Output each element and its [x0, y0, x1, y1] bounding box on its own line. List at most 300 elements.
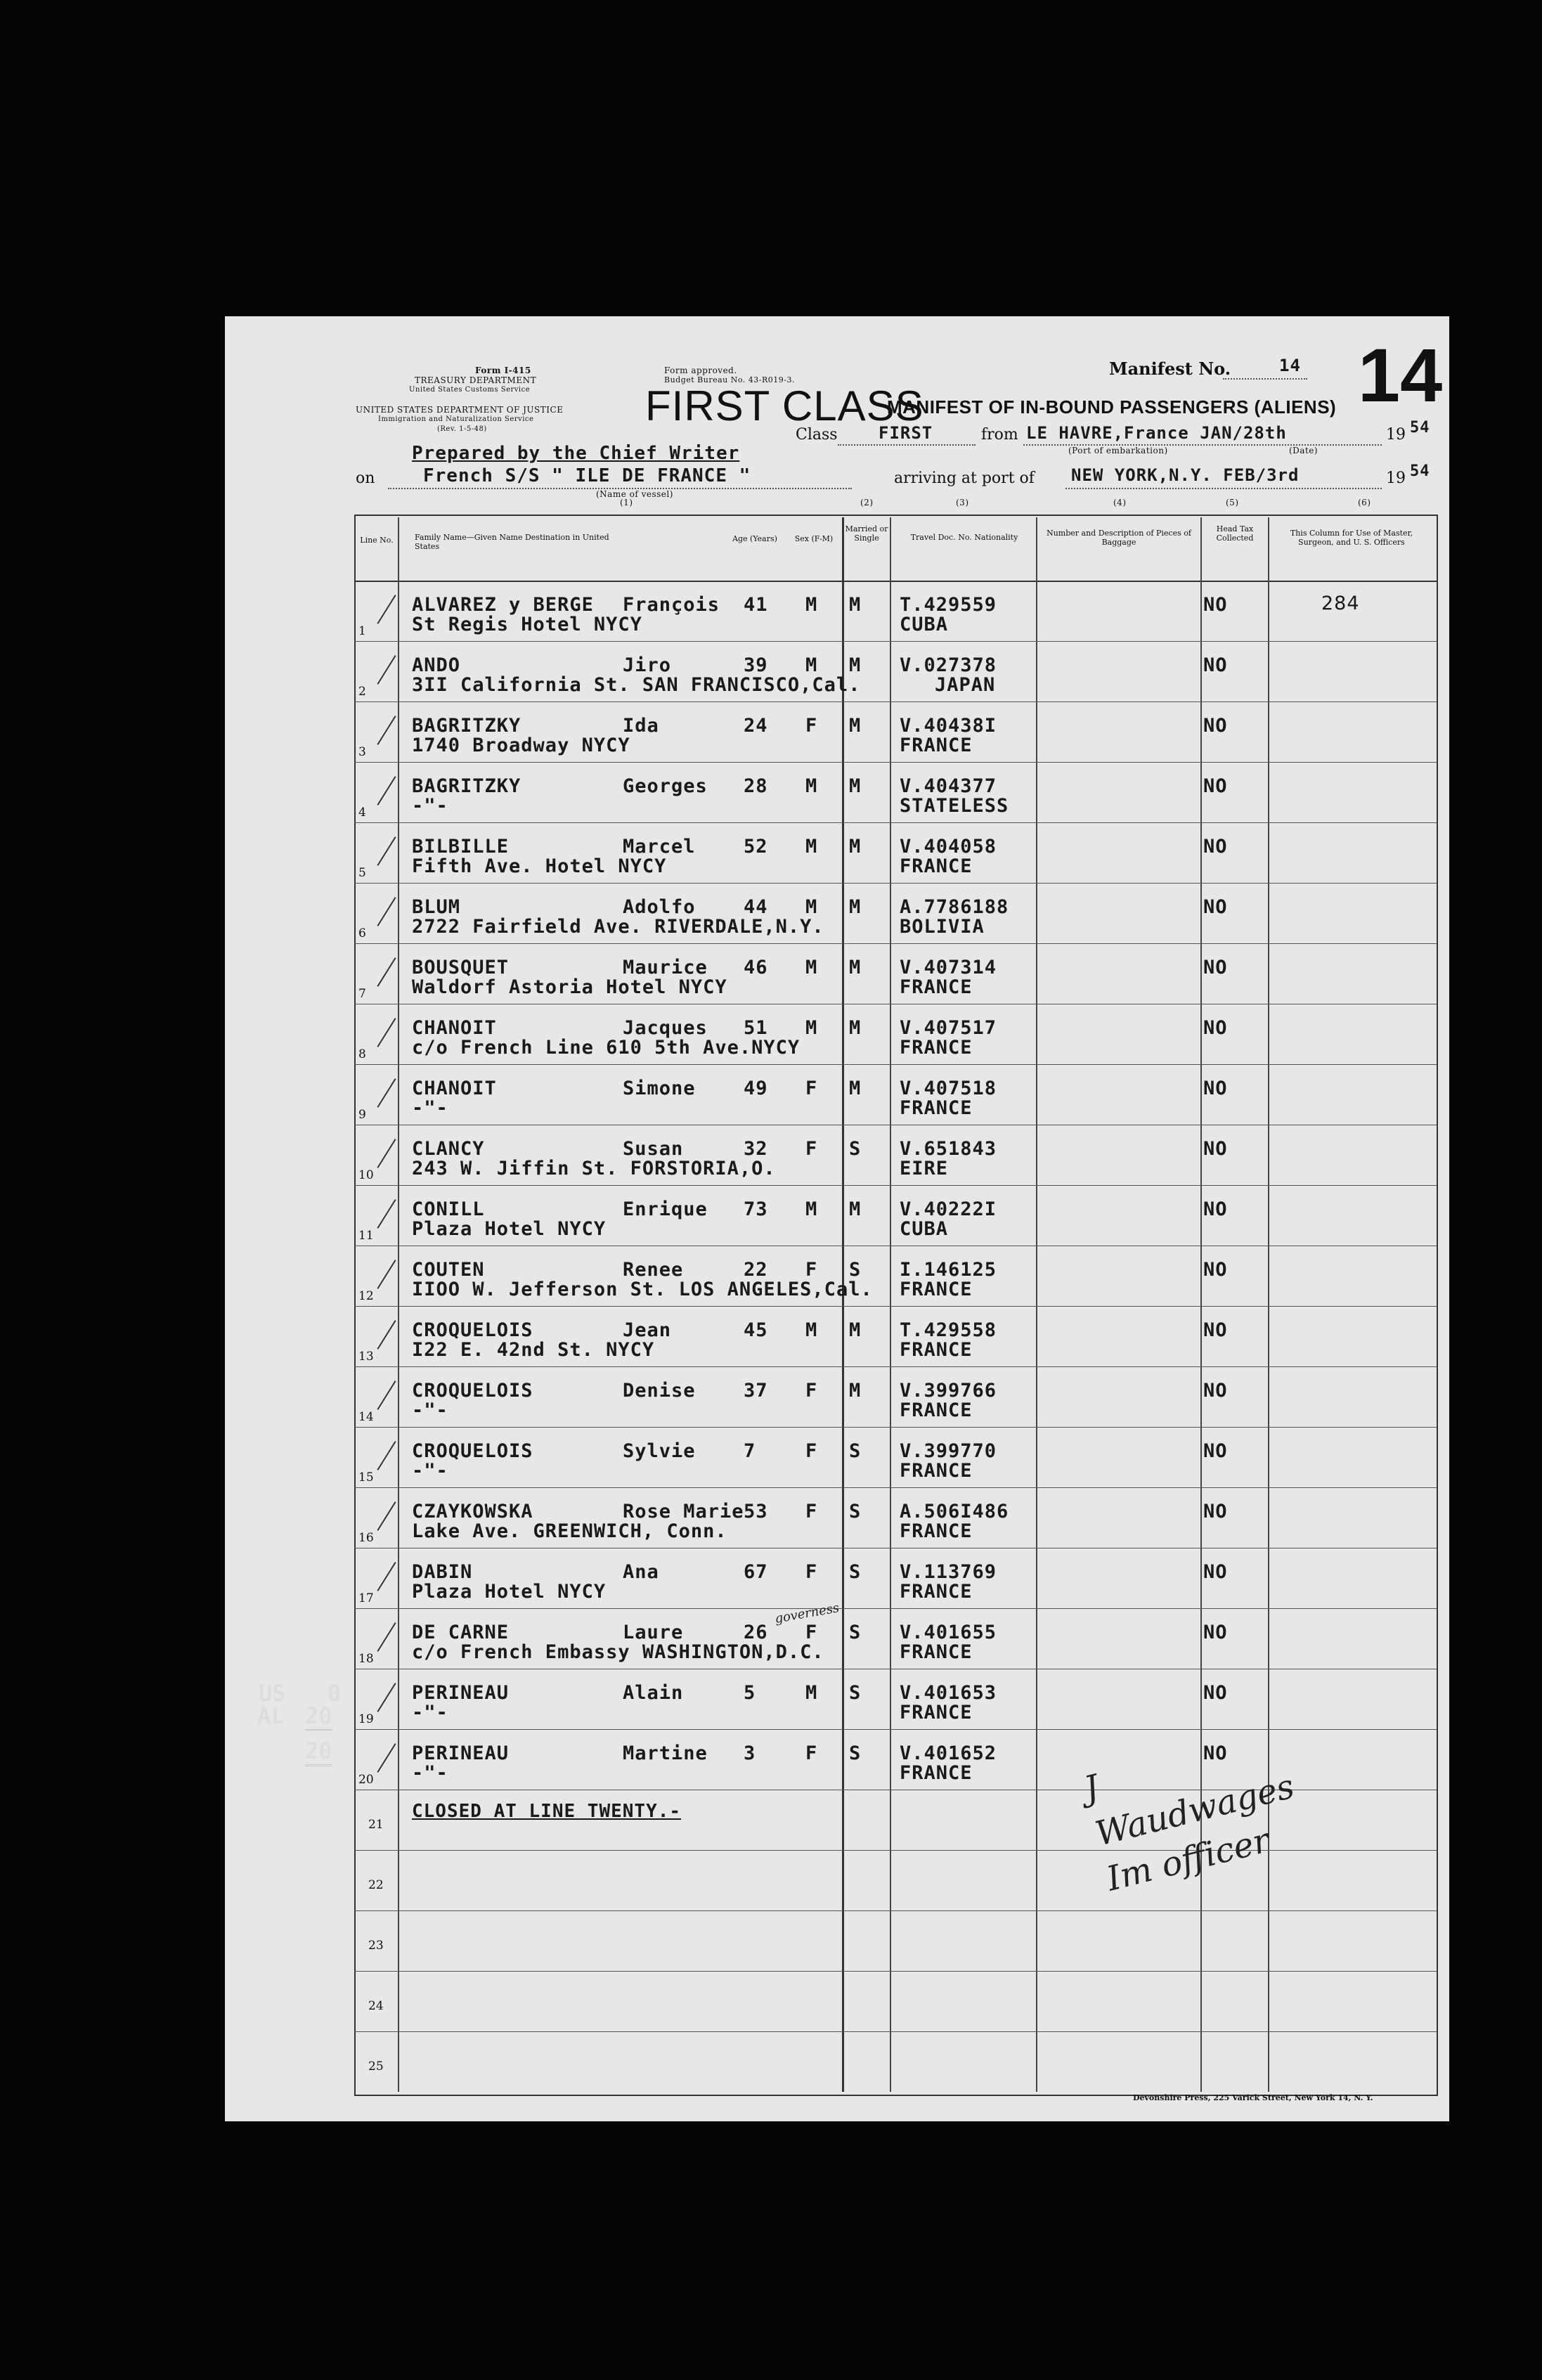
- nationality: FRANCE: [900, 1097, 973, 1119]
- sex-cell: M: [805, 1017, 818, 1039]
- line-number: 19: [358, 1712, 374, 1726]
- budget-bureau: Budget Bureau No. 43-R019-3.: [664, 375, 796, 384]
- age-cell: 51: [744, 1017, 768, 1039]
- sex-cell: M: [805, 957, 818, 978]
- travel-doc-number: A.506I486: [900, 1501, 1009, 1522]
- nationality: FRANCE: [900, 735, 973, 756]
- given-name: Susan: [623, 1138, 684, 1160]
- given-name: Jacques: [623, 1017, 708, 1039]
- head-tax: NO: [1203, 896, 1228, 918]
- table-row: [225, 1004, 1449, 1064]
- line-number: 5: [358, 866, 366, 880]
- sex-cell: F: [805, 1380, 818, 1402]
- travel-doc-number: V.404058: [900, 836, 997, 858]
- age-cell: 3: [744, 1742, 756, 1764]
- nationality: STATELESS: [900, 795, 1009, 817]
- head-tax: NO: [1203, 1501, 1228, 1522]
- nationality: FRANCE: [900, 1339, 973, 1361]
- given-name: Ana: [623, 1561, 659, 1583]
- table-row: [225, 641, 1449, 701]
- check-mark: [377, 595, 396, 624]
- nationality: FRANCE: [900, 1399, 973, 1421]
- given-name: Enrique: [623, 1198, 708, 1220]
- nationality: FRANCE: [900, 1702, 973, 1723]
- family-name: CLANCY: [412, 1138, 485, 1160]
- table-row: [225, 701, 1449, 762]
- header-married: Married or Single: [845, 524, 888, 543]
- family-name: ALVAREZ y BERGE: [412, 594, 594, 616]
- travel-doc-number: V.113769: [900, 1561, 997, 1583]
- marital-status: M: [849, 594, 862, 616]
- check-mark: [377, 1139, 396, 1168]
- manifest-no-label: Manifest No.: [1109, 358, 1231, 379]
- travel-doc-number: V.401655: [900, 1622, 997, 1643]
- check-mark: [377, 836, 396, 866]
- marital-status: M: [849, 1380, 862, 1402]
- check-mark: [377, 1622, 396, 1652]
- line-number: 22: [368, 1878, 384, 1892]
- form-number: Form I-415: [475, 366, 531, 375]
- col-num-3: (3): [956, 498, 969, 507]
- marital-status: S: [849, 1440, 862, 1462]
- marital-status: M: [849, 836, 862, 858]
- tally-al-value: 20: [305, 1702, 332, 1729]
- nationality: FRANCE: [900, 1279, 973, 1300]
- nationality: FRANCE: [900, 1581, 973, 1603]
- travel-doc-number: V.401653: [900, 1682, 997, 1704]
- ins-service: Immigration and Naturalization Service: [378, 415, 534, 423]
- given-name: Simone: [623, 1078, 696, 1099]
- family-name: CROQUELOIS: [412, 1440, 533, 1462]
- sex-cell: F: [805, 1440, 818, 1462]
- head-tax: NO: [1203, 775, 1228, 797]
- given-name: Adolfo: [623, 896, 696, 918]
- travel-doc-number: V.027378: [900, 654, 997, 676]
- age-cell: 39: [744, 654, 768, 676]
- family-name: PERINEAU: [412, 1682, 510, 1704]
- sex-cell: F: [805, 1561, 818, 1583]
- destination: Lake Ave. GREENWICH, Conn.: [412, 1520, 727, 1542]
- line-number: 9: [358, 1108, 366, 1122]
- check-mark: [377, 1018, 396, 1047]
- header-officers: This Column for Use of Master, Surgeon, and U. S. Officers: [1290, 529, 1413, 547]
- destination: -"-: [412, 1762, 448, 1784]
- age-cell: 53: [744, 1501, 768, 1522]
- class-value: FIRST: [879, 423, 933, 443]
- arriving-value: NEW YORK,N.Y. FEB/3rd: [1071, 465, 1300, 485]
- tally-us-value: 0: [328, 1680, 342, 1707]
- family-name: BAGRITZKY: [412, 775, 521, 797]
- check-mark: [377, 1320, 396, 1350]
- tally-us-label: US: [259, 1680, 286, 1707]
- year-value-2: 54: [1410, 463, 1430, 480]
- table-row: [225, 1669, 1449, 1729]
- check-mark: [377, 1380, 396, 1410]
- on-label: on: [356, 470, 375, 487]
- travel-doc-number: I.146125: [900, 1259, 997, 1281]
- sex-cell: F: [805, 1622, 818, 1643]
- travel-doc-number: V.407314: [900, 957, 997, 978]
- family-name: ANDO: [412, 654, 461, 676]
- head-tax: NO: [1203, 1561, 1228, 1583]
- check-mark: [377, 655, 396, 685]
- destination: -"-: [412, 1460, 448, 1482]
- table-row: [225, 1125, 1449, 1185]
- marital-status: M: [849, 896, 862, 918]
- table-row: [225, 822, 1449, 883]
- destination: -"-: [412, 1399, 448, 1421]
- age-cell: 45: [744, 1319, 768, 1341]
- destination: I22 E. 42nd St. NYCY: [412, 1339, 655, 1361]
- travel-doc-number: V.651843: [900, 1138, 997, 1160]
- treasury-dept: TREASURY DEPARTMENT: [415, 375, 537, 385]
- given-name: Denise: [623, 1380, 696, 1402]
- family-name: COUTEN: [412, 1259, 485, 1281]
- col-num-4: (4): [1113, 498, 1127, 507]
- given-name: Martine: [623, 1742, 708, 1764]
- check-mark: [377, 776, 396, 806]
- destination: St Regis Hotel NYCY: [412, 614, 642, 635]
- sex-cell: F: [805, 715, 818, 737]
- line-number: 18: [358, 1652, 374, 1666]
- line-number: 16: [358, 1531, 374, 1545]
- line-number: 20: [358, 1773, 374, 1787]
- sex-cell: F: [805, 1259, 818, 1281]
- nationality: JAPAN: [935, 674, 996, 696]
- age-cell: 73: [744, 1198, 768, 1220]
- big-manifest-number: 14: [1358, 332, 1443, 418]
- head-tax: NO: [1203, 1078, 1228, 1099]
- tally-total: 20: [305, 1738, 332, 1766]
- line-number: 21: [368, 1818, 384, 1832]
- nationality: FRANCE: [900, 1037, 973, 1059]
- header-travel-doc: Travel Doc. No. Nationality: [910, 533, 1018, 542]
- marital-status: M: [849, 775, 862, 797]
- marital-status: M: [849, 1319, 862, 1341]
- given-name: François: [623, 594, 720, 616]
- vessel-caption: (Name of vessel): [596, 489, 673, 499]
- nationality: FRANCE: [900, 976, 973, 998]
- table-row: [225, 1366, 1449, 1427]
- line-number: 8: [358, 1047, 366, 1061]
- marital-status: S: [849, 1622, 862, 1643]
- first-class-stamp: FIRST CLASS: [645, 382, 924, 429]
- age-cell: 37: [744, 1380, 768, 1402]
- line-number: 2: [358, 685, 366, 699]
- officer-signature: J Waudwages Im officer: [1080, 1766, 1298, 1899]
- check-mark: [377, 1199, 396, 1229]
- destination: Plaza Hotel NYCY: [412, 1581, 607, 1603]
- head-tax: NO: [1203, 715, 1228, 737]
- manifest-no-value: 14: [1279, 356, 1301, 375]
- family-name: BILBILLE: [412, 836, 510, 858]
- line-number: 11: [358, 1229, 374, 1243]
- sex-cell: M: [805, 1682, 818, 1704]
- marital-status: M: [849, 1198, 862, 1220]
- nationality: FRANCE: [900, 855, 973, 877]
- head-tax: NO: [1203, 1198, 1228, 1220]
- embark-caption: (Port of embarkation): [1068, 446, 1168, 455]
- given-name: Rose Marie: [623, 1501, 744, 1522]
- table-row: [225, 1487, 1449, 1548]
- age-cell: 28: [744, 775, 768, 797]
- sex-cell: M: [805, 1198, 818, 1220]
- nationality: CUBA: [900, 614, 949, 635]
- destination: 3II California St. SAN FRANCISCO,Cal.: [412, 674, 861, 696]
- manifest-title: MANIFEST OF IN-BOUND PASSENGERS (ALIENS): [887, 396, 1337, 418]
- given-name: Marcel: [623, 836, 696, 858]
- year-prefix-1: 19: [1386, 426, 1406, 444]
- header-age: Age (Years): [732, 534, 777, 543]
- header-head-tax: Head Tax Collected: [1216, 524, 1254, 543]
- age-cell: 22: [744, 1259, 768, 1281]
- head-tax: NO: [1203, 1742, 1228, 1764]
- nationality: EIRE: [900, 1158, 949, 1179]
- marital-status: S: [849, 1259, 862, 1281]
- marital-status: M: [849, 654, 862, 676]
- travel-doc-number: V.407518: [900, 1078, 997, 1099]
- family-name: BLUM: [412, 896, 461, 918]
- line-number: 6: [358, 926, 366, 940]
- manifest-page: [225, 316, 1449, 2121]
- given-name: Jiro: [623, 654, 672, 676]
- empty-row: [225, 1971, 1449, 2031]
- family-name: CROQUELOIS: [412, 1380, 533, 1402]
- marital-status: S: [849, 1138, 862, 1160]
- age-cell: 46: [744, 957, 768, 978]
- check-mark: [377, 897, 396, 926]
- from-label: from: [981, 426, 1018, 444]
- marital-status: S: [849, 1682, 862, 1704]
- class-label: Class: [796, 426, 838, 444]
- destination: 1740 Broadway NYCY: [412, 735, 630, 756]
- family-name: CROQUELOIS: [412, 1319, 533, 1341]
- sex-cell: F: [805, 1501, 818, 1522]
- marital-status: S: [849, 1561, 862, 1583]
- sex-cell: F: [805, 1742, 818, 1764]
- header-line-no: Line No.: [360, 536, 394, 545]
- head-tax: NO: [1203, 836, 1228, 858]
- table-row: [225, 1064, 1449, 1125]
- year-value-1: 54: [1410, 419, 1430, 436]
- age-cell: 49: [744, 1078, 768, 1099]
- check-mark: [377, 957, 396, 987]
- col-num-6: (6): [1358, 498, 1371, 507]
- check-mark: [377, 1501, 396, 1531]
- prepared-by: Prepared by the Chief Writer: [412, 443, 740, 464]
- sex-cell: M: [805, 836, 818, 858]
- empty-row: [225, 1910, 1449, 1971]
- given-name: Sylvie: [623, 1440, 696, 1462]
- table-row: [225, 762, 1449, 822]
- head-tax: NO: [1203, 957, 1228, 978]
- head-tax: NO: [1203, 654, 1228, 676]
- marital-status: S: [849, 1742, 862, 1764]
- check-mark: [377, 1562, 396, 1591]
- destination: Fifth Ave. Hotel NYCY: [412, 855, 667, 877]
- nationality: CUBA: [900, 1218, 949, 1240]
- handwritten-age-note: governess: [773, 1600, 841, 1626]
- check-mark: [377, 1441, 396, 1470]
- table-row: [225, 1185, 1449, 1246]
- given-name: Renee: [623, 1259, 684, 1281]
- check-mark: [377, 1683, 396, 1712]
- age-cell: 5: [744, 1682, 756, 1704]
- arriving-label: arriving at port of: [894, 470, 1035, 487]
- sex-cell: M: [805, 1319, 818, 1341]
- marital-status: M: [849, 715, 862, 737]
- from-value: LE HAVRE,France JAN/28th: [1026, 423, 1287, 443]
- sex-cell: M: [805, 654, 818, 676]
- destination: Waldorf Astoria Hotel NYCY: [412, 976, 727, 998]
- line-number: 14: [358, 1410, 374, 1424]
- form-approved: Form approved.: [664, 366, 737, 375]
- table-row: [225, 943, 1449, 1004]
- head-tax: NO: [1203, 1380, 1228, 1402]
- sex-cell: F: [805, 1078, 818, 1099]
- marital-status: M: [849, 1017, 862, 1039]
- travel-doc-number: V.399766: [900, 1380, 997, 1402]
- family-name: DE CARNE: [412, 1622, 510, 1643]
- travel-doc-number: T.429558: [900, 1319, 997, 1341]
- destination: c/o French Line 610 5th Ave.NYCY: [412, 1037, 801, 1059]
- nationality: BOLIVIA: [900, 916, 985, 938]
- table-row: [225, 1246, 1449, 1306]
- line-number: 12: [358, 1289, 374, 1303]
- family-name: BAGRITZKY: [412, 715, 521, 737]
- dept-justice: UNITED STATES DEPARTMENT OF JUSTICE: [356, 405, 564, 415]
- travel-doc-number: V.404377: [900, 775, 997, 797]
- table-row: [225, 883, 1449, 943]
- col-num-5: (5): [1226, 498, 1239, 507]
- line-number: 17: [358, 1591, 374, 1605]
- head-tax: NO: [1203, 1138, 1228, 1160]
- destination: c/o French Embassy WASHINGTON,D.C.: [412, 1641, 824, 1663]
- header-sex: Sex (F-M): [794, 534, 834, 543]
- table-row: [225, 1306, 1449, 1366]
- check-mark: [377, 1743, 396, 1773]
- family-name: CHANOIT: [412, 1078, 497, 1099]
- marital-status: M: [849, 1078, 862, 1099]
- nationality: FRANCE: [900, 1641, 973, 1663]
- line-number: 23: [368, 1939, 384, 1953]
- check-mark: [377, 716, 396, 745]
- family-name: CZAYKOWSKA: [412, 1501, 533, 1522]
- family-name: CONILL: [412, 1198, 485, 1220]
- given-name: Jean: [623, 1319, 672, 1341]
- line-number: 3: [358, 745, 366, 759]
- line-number: 13: [358, 1350, 374, 1364]
- check-mark: [377, 1078, 396, 1108]
- nationality: FRANCE: [900, 1762, 973, 1784]
- travel-doc-number: V.407517: [900, 1017, 997, 1039]
- family-name: CHANOIT: [412, 1017, 497, 1039]
- head-tax: NO: [1203, 1682, 1228, 1704]
- travel-doc-number: T.429559: [900, 594, 997, 616]
- col-num-1: (1): [620, 498, 633, 507]
- given-name: Ida: [623, 715, 659, 737]
- line-number: 1: [358, 624, 366, 638]
- family-name: BOUSQUET: [412, 957, 510, 978]
- destination: Plaza Hotel NYCY: [412, 1218, 607, 1240]
- officer-note: 284: [1321, 593, 1360, 614]
- family-name: DABIN: [412, 1561, 473, 1583]
- age-cell: 26: [744, 1622, 768, 1643]
- travel-doc-number: A.7786188: [900, 896, 1009, 918]
- destination: 243 W. Jiffin St. FORSTORIA,O.: [412, 1158, 776, 1179]
- sex-cell: M: [805, 594, 818, 616]
- age-cell: 67: [744, 1561, 768, 1583]
- sex-cell: F: [805, 1138, 818, 1160]
- table-row: [225, 581, 1449, 641]
- given-name: Alain: [623, 1682, 684, 1704]
- line-number: 4: [358, 806, 366, 820]
- table-row: [225, 1608, 1449, 1669]
- travel-doc-number: V.40438I: [900, 715, 997, 737]
- year-prefix-2: 19: [1386, 470, 1406, 487]
- sex-cell: M: [805, 896, 818, 918]
- customs-service: United States Customs Service: [409, 386, 531, 394]
- destination: -"-: [412, 1702, 448, 1723]
- age-cell: 24: [744, 715, 768, 737]
- table-row: [225, 1548, 1449, 1608]
- sex-cell: M: [805, 775, 818, 797]
- given-name: Laure: [623, 1622, 684, 1643]
- head-tax: NO: [1203, 1622, 1228, 1643]
- nationality: FRANCE: [900, 1460, 973, 1482]
- destination: 2722 Fairfield Ave. RIVERDALE,N.Y.: [412, 916, 824, 938]
- closed-text: CLOSED AT LINE TWENTY.-: [412, 1801, 682, 1822]
- head-tax: NO: [1203, 1440, 1228, 1462]
- age-cell: 44: [744, 896, 768, 918]
- date-caption: (Date): [1289, 446, 1319, 455]
- travel-doc-number: V.401652: [900, 1742, 997, 1764]
- check-mark: [377, 1260, 396, 1289]
- head-tax: NO: [1203, 1017, 1228, 1039]
- header-baggage: Number and Description of Pieces of Baggage: [1047, 529, 1191, 547]
- given-name: Georges: [623, 775, 708, 797]
- age-cell: 7: [744, 1440, 756, 1462]
- line-number: 25: [368, 2059, 384, 2074]
- line-number: 7: [358, 987, 366, 1001]
- head-tax: NO: [1203, 1319, 1228, 1341]
- line-number: 24: [368, 1999, 384, 2013]
- given-name: Maurice: [623, 957, 708, 978]
- travel-doc-number: V.40222I: [900, 1198, 997, 1220]
- revision: (Rev. 1-5-48): [437, 425, 487, 433]
- line-number: 15: [358, 1470, 374, 1485]
- travel-doc-number: V.399770: [900, 1440, 997, 1462]
- empty-row: [225, 2031, 1449, 2092]
- printer-credit: Devonshire Press, 225 Varick Street, New York 14, N. Y.: [1133, 2093, 1373, 2102]
- destination: -"-: [412, 795, 448, 817]
- vessel-name: French S/S " ILE DE FRANCE ": [423, 465, 751, 486]
- head-tax: NO: [1203, 1259, 1228, 1281]
- head-tax: NO: [1203, 594, 1228, 616]
- nationality: FRANCE: [900, 1520, 973, 1542]
- header-name: Family Name—Given Name Destination in United States: [415, 533, 609, 551]
- age-cell: 41: [744, 594, 768, 616]
- marital-status: M: [849, 957, 862, 978]
- tally-al-label: AL: [257, 1702, 285, 1729]
- marital-status: S: [849, 1501, 862, 1522]
- age-cell: 52: [744, 836, 768, 858]
- destination: IIOO W. Jefferson St. LOS ANGELES,Cal.: [412, 1279, 873, 1300]
- table-row: [225, 1427, 1449, 1487]
- col-num-2: (2): [860, 498, 874, 507]
- line-number: 10: [358, 1168, 374, 1182]
- age-cell: 32: [744, 1138, 768, 1160]
